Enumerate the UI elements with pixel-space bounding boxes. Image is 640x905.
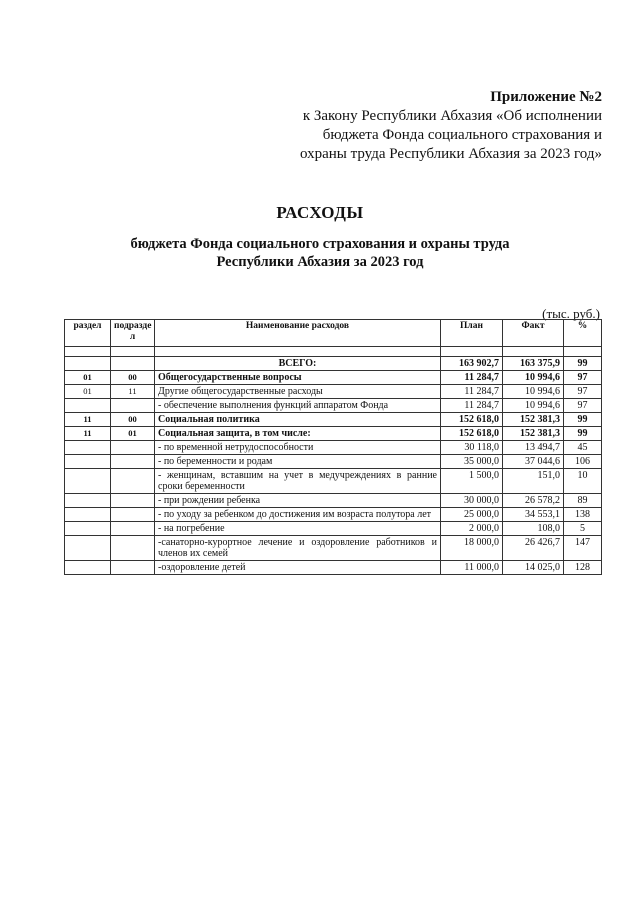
cell-section: 11 — [65, 413, 111, 427]
cell-plan: 25 000,0 — [441, 508, 503, 522]
cell-subsection — [111, 508, 155, 522]
cell-percent: 147 — [564, 536, 602, 561]
cell-plan: 11 000,0 — [441, 561, 503, 575]
cell-fact: 151,0 — [503, 469, 564, 494]
cell-fact: 26 426,7 — [503, 536, 564, 561]
cell-name: - по уходу за ребенком до достижения им возраста полутора лет — [155, 508, 441, 522]
table-row — [65, 508, 602, 522]
cell-plan: 2 000,0 — [441, 522, 503, 536]
cell-plan: 152 618,0 — [441, 413, 503, 427]
cell-name: Социальная защита, в том числе: — [155, 427, 441, 441]
column-header-name: Наименование расходов — [155, 320, 441, 347]
cell-percent: 106 — [564, 455, 602, 469]
table-row — [65, 385, 602, 399]
cell-fact: 10 994,6 — [503, 399, 564, 413]
cell-name: - женщинам, вставшим на учет в медучреждениях в ранние сроки беременности — [155, 469, 441, 494]
expenses-table — [64, 319, 602, 575]
cell-section — [65, 561, 111, 575]
cell-section — [65, 508, 111, 522]
column-header-plan: План — [441, 320, 503, 347]
cell-section: 01 — [65, 385, 111, 399]
appendix-line: к Закону Республики Абхазия «Об исполнении — [302, 108, 602, 124]
cell-name: - по временной нетрудоспособности — [155, 441, 441, 455]
cell-fact: 10 994,6 — [503, 371, 564, 385]
cell-section — [65, 455, 111, 469]
subtitle-line: Республики Абхазия за 2023 год — [216, 254, 424, 270]
cell-percent: 99 — [564, 357, 602, 371]
cell-percent: 5 — [564, 522, 602, 536]
cell-name: - по беременности и родам — [155, 455, 441, 469]
cell-fact: 26 578,2 — [503, 494, 564, 508]
cell-subsection — [111, 399, 155, 413]
cell-section: 01 — [65, 371, 111, 385]
cell-plan: 11 284,7 — [441, 385, 503, 399]
table-row — [65, 536, 602, 561]
cell-fact: 152 381,3 — [503, 413, 564, 427]
cell-plan: 35 000,0 — [441, 455, 503, 469]
cell-subsection: 00 — [111, 371, 155, 385]
table-row — [65, 494, 602, 508]
cell-name: - на погребение — [155, 522, 441, 536]
cell-percent: 97 — [564, 399, 602, 413]
cell-subsection — [111, 522, 155, 536]
cell-name: - при рождении ребенка — [155, 494, 441, 508]
cell-plan: 11 284,7 — [441, 371, 503, 385]
document-title: РАСХОДЫ — [276, 203, 364, 222]
cell-subsection — [111, 455, 155, 469]
cell-section — [65, 536, 111, 561]
appendix-line: бюджета Фонда социального страхования и — [322, 127, 602, 143]
cell-percent: 45 — [564, 441, 602, 455]
cell-name: Социальная политика — [155, 413, 441, 427]
table-row — [65, 427, 602, 441]
cell-section — [65, 441, 111, 455]
cell-name: -оздоровление детей — [155, 561, 441, 575]
table-row — [65, 455, 602, 469]
cell-percent: 97 — [564, 371, 602, 385]
cell-subsection — [111, 469, 155, 494]
cell-subsection — [111, 494, 155, 508]
cell-fact: 37 044,6 — [503, 455, 564, 469]
cell-plan: 1 500,0 — [441, 469, 503, 494]
cell-section — [65, 522, 111, 536]
cell-fact: 34 553,1 — [503, 508, 564, 522]
cell-fact: 163 375,9 — [503, 357, 564, 371]
appendix-title: Приложение №2 — [490, 89, 602, 105]
cell-section: 11 — [65, 427, 111, 441]
cell-section — [65, 494, 111, 508]
cell-subsection — [111, 441, 155, 455]
column-header-section: раздел — [65, 320, 111, 347]
cell-subsection: 11 — [111, 385, 155, 399]
cell-percent: 128 — [564, 561, 602, 575]
table-row — [65, 522, 602, 536]
cell-plan: 152 618,0 — [441, 427, 503, 441]
cell-fact: 13 494,7 — [503, 441, 564, 455]
units-label: (тыс. руб.) — [542, 306, 600, 321]
cell-fact: 10 994,6 — [503, 385, 564, 399]
cell-percent: 10 — [564, 469, 602, 494]
table-row — [65, 441, 602, 455]
cell-name: - обеспечение выполнения функций аппаратом Фонда — [155, 399, 441, 413]
cell-section — [65, 469, 111, 494]
cell-subsection: 00 — [111, 413, 155, 427]
cell-subsection — [111, 357, 155, 371]
appendix-header — [262, 88, 602, 164]
cell-fact: 14 025,0 — [503, 561, 564, 575]
cell-name: Общегосударственные вопросы — [155, 371, 441, 385]
cell-plan: 30 000,0 — [441, 494, 503, 508]
cell-name: Другие общегосударственные расходы — [155, 385, 441, 399]
cell-subsection: 01 — [111, 427, 155, 441]
cell-percent: 97 — [564, 385, 602, 399]
column-header-fact: Факт — [503, 320, 564, 347]
spacer-row — [65, 347, 602, 357]
table-body — [65, 347, 602, 575]
cell-subsection — [111, 561, 155, 575]
table-row — [65, 371, 602, 385]
cell-percent: 99 — [564, 413, 602, 427]
cell-name: ВСЕГО: — [155, 357, 441, 371]
column-header-subsection: подразде л — [111, 320, 155, 347]
table-row — [65, 357, 602, 371]
cell-plan: 163 902,7 — [441, 357, 503, 371]
table-row — [65, 399, 602, 413]
document-subtitle — [100, 235, 540, 271]
table-row — [65, 469, 602, 494]
table-header-row — [65, 320, 602, 347]
cell-percent: 138 — [564, 508, 602, 522]
cell-section — [65, 399, 111, 413]
cell-plan: 30 118,0 — [441, 441, 503, 455]
cell-name: -санаторно-курортное лечение и оздоровление работников и членов их семей — [155, 536, 441, 561]
table-row — [65, 561, 602, 575]
cell-fact: 152 381,3 — [503, 427, 564, 441]
table-row — [65, 413, 602, 427]
cell-plan: 18 000,0 — [441, 536, 503, 561]
cell-section — [65, 357, 111, 371]
cell-percent: 89 — [564, 494, 602, 508]
subtitle-line: бюджета Фонда социального страхования и охраны труда — [130, 236, 510, 252]
cell-fact: 108,0 — [503, 522, 564, 536]
cell-subsection — [111, 536, 155, 561]
cell-plan: 11 284,7 — [441, 399, 503, 413]
cell-percent: 99 — [564, 427, 602, 441]
column-header-percent: % — [564, 320, 602, 347]
appendix-line: охраны труда Республики Абхазия за 2023 год» — [299, 146, 602, 162]
